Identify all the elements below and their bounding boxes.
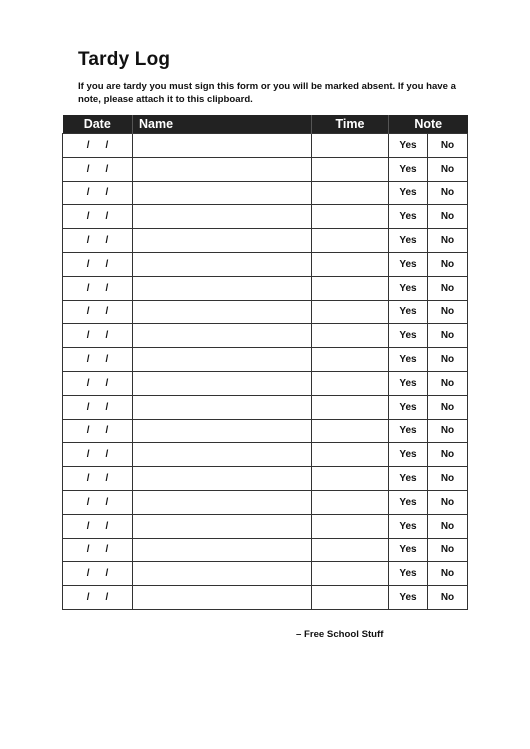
time-cell[interactable] — [312, 586, 389, 610]
date-cell[interactable] — [63, 395, 133, 419]
time-cell[interactable] — [312, 490, 389, 514]
table-header-row — [63, 115, 468, 134]
name-cell[interactable] — [133, 490, 312, 514]
date-slash: / — [86, 139, 90, 151]
note-yes-option[interactable]: Yes — [389, 419, 428, 443]
date-cell[interactable] — [63, 252, 133, 276]
time-cell[interactable] — [312, 252, 389, 276]
table-row — [63, 490, 468, 514]
name-cell[interactable] — [133, 371, 312, 395]
date-slash: / — [86, 330, 90, 342]
date-slash: / — [86, 258, 90, 270]
note-yes-option[interactable]: Yes — [389, 490, 428, 514]
note-yes-option[interactable]: Yes — [389, 395, 428, 419]
date-slash: / — [105, 330, 109, 342]
name-cell[interactable] — [133, 419, 312, 443]
name-cell[interactable] — [133, 514, 312, 538]
date-slash: / — [86, 377, 90, 389]
time-cell[interactable] — [312, 514, 389, 538]
note-no-option[interactable]: No — [428, 252, 468, 276]
date-cell[interactable] — [63, 229, 133, 253]
date-slash: / — [105, 354, 109, 366]
date-slash: / — [105, 473, 109, 485]
date-slash: / — [86, 473, 90, 485]
date-slash: / — [86, 544, 90, 556]
time-cell[interactable] — [312, 443, 389, 467]
note-yes-option[interactable]: Yes — [389, 134, 428, 158]
time-cell[interactable] — [312, 395, 389, 419]
date-slash: / — [86, 592, 90, 604]
table-row — [63, 276, 468, 300]
date-slash: / — [86, 163, 90, 175]
date-slash: / — [86, 211, 90, 223]
note-yes-option[interactable]: Yes — [389, 157, 428, 181]
date-cell[interactable] — [63, 490, 133, 514]
date-slash: / — [105, 401, 109, 413]
date-slash: / — [105, 496, 109, 508]
time-cell[interactable] — [312, 229, 389, 253]
note-yes-option[interactable]: Yes — [389, 538, 428, 562]
time-cell[interactable] — [312, 300, 389, 324]
name-cell[interactable] — [133, 395, 312, 419]
note-yes-option[interactable]: Yes — [389, 514, 428, 538]
name-cell[interactable] — [133, 324, 312, 348]
date-cell[interactable] — [63, 181, 133, 205]
name-cell[interactable] — [133, 229, 312, 253]
date-cell[interactable] — [63, 443, 133, 467]
tardy-log-table — [62, 115, 468, 610]
note-no-option[interactable]: No — [428, 229, 468, 253]
date-slash: / — [105, 163, 109, 175]
table-row — [63, 300, 468, 324]
date-slash: / — [105, 258, 109, 270]
time-cell[interactable] — [312, 538, 389, 562]
table-row — [63, 348, 468, 372]
date-cell[interactable] — [63, 586, 133, 610]
note-yes-option[interactable]: Yes — [389, 252, 428, 276]
note-header: Note — [389, 115, 468, 134]
table-row — [63, 514, 468, 538]
date-slash: / — [86, 449, 90, 461]
note-no-option[interactable]: No — [428, 276, 468, 300]
instructions-text: If you are tardy you must sign this form or you will be marked absent. If you have a note, please attach it to this clipboard. — [78, 81, 456, 105]
date-slash: / — [86, 568, 90, 580]
name-cell[interactable] — [133, 205, 312, 229]
table-row — [63, 538, 468, 562]
table-row — [63, 134, 468, 158]
date-slash: / — [86, 354, 90, 366]
name-cell[interactable] — [133, 276, 312, 300]
date-slash: / — [86, 520, 90, 532]
table-row — [63, 157, 468, 181]
date-slash: / — [86, 187, 90, 199]
date-slash: / — [86, 306, 90, 318]
table-body — [63, 134, 468, 610]
note-yes-option[interactable]: Yes — [389, 586, 428, 610]
time-cell[interactable] — [312, 157, 389, 181]
note-no-option[interactable]: No — [428, 134, 468, 158]
time-cell[interactable] — [312, 419, 389, 443]
date-slash: / — [105, 282, 109, 294]
date-slash: / — [86, 235, 90, 247]
note-yes-option[interactable]: Yes — [389, 181, 428, 205]
time-cell[interactable] — [312, 134, 389, 158]
date-slash: / — [105, 235, 109, 247]
note-no-option[interactable]: No — [428, 443, 468, 467]
date-slash: / — [105, 139, 109, 151]
table-row — [63, 586, 468, 610]
name-cell[interactable] — [133, 562, 312, 586]
date-cell[interactable] — [63, 300, 133, 324]
note-yes-option[interactable]: Yes — [389, 371, 428, 395]
name-cell[interactable] — [133, 181, 312, 205]
time-cell[interactable] — [312, 562, 389, 586]
note-no-option[interactable]: No — [428, 562, 468, 586]
note-no-option[interactable]: No — [428, 514, 468, 538]
table-row — [63, 467, 468, 491]
table-row — [63, 229, 468, 253]
date-cell[interactable] — [63, 371, 133, 395]
date-cell[interactable] — [63, 276, 133, 300]
date-slash: / — [105, 377, 109, 389]
name-cell[interactable] — [133, 586, 312, 610]
note-no-option[interactable]: No — [428, 467, 468, 491]
note-yes-option[interactable]: Yes — [389, 348, 428, 372]
note-no-option[interactable]: No — [428, 419, 468, 443]
time-cell[interactable] — [312, 348, 389, 372]
table-row — [63, 443, 468, 467]
date-slash: / — [86, 496, 90, 508]
footer-credit: – Free School Stuff — [296, 629, 384, 640]
note-no-option[interactable]: No — [428, 395, 468, 419]
date-cell[interactable] — [63, 205, 133, 229]
time-cell[interactable] — [312, 467, 389, 491]
time-cell[interactable] — [312, 205, 389, 229]
name-cell[interactable] — [133, 252, 312, 276]
date-cell[interactable] — [63, 324, 133, 348]
date-slash: / — [105, 568, 109, 580]
note-no-option[interactable]: No — [428, 205, 468, 229]
time-cell[interactable] — [312, 276, 389, 300]
table-row — [63, 181, 468, 205]
name-cell[interactable] — [133, 348, 312, 372]
date-cell[interactable] — [63, 134, 133, 158]
time-header: Time — [312, 115, 389, 134]
date-cell[interactable] — [63, 157, 133, 181]
date-slash: / — [86, 401, 90, 413]
time-cell[interactable] — [312, 181, 389, 205]
table-row — [63, 395, 468, 419]
date-cell[interactable] — [63, 467, 133, 491]
table-row — [63, 205, 468, 229]
note-no-option[interactable]: No — [428, 324, 468, 348]
page-title: Tardy Log — [78, 49, 171, 70]
note-no-option[interactable]: No — [428, 181, 468, 205]
note-no-option[interactable]: No — [428, 371, 468, 395]
date-slash: / — [86, 282, 90, 294]
date-cell[interactable] — [63, 562, 133, 586]
note-yes-option[interactable]: Yes — [389, 443, 428, 467]
date-cell[interactable] — [63, 538, 133, 562]
note-yes-option[interactable]: Yes — [389, 205, 428, 229]
date-slash: / — [105, 449, 109, 461]
note-yes-option[interactable]: Yes — [389, 300, 428, 324]
name-cell[interactable] — [133, 467, 312, 491]
note-yes-option[interactable]: Yes — [389, 562, 428, 586]
note-no-option[interactable]: No — [428, 348, 468, 372]
time-cell[interactable] — [312, 324, 389, 348]
name-header: Name — [133, 115, 312, 134]
table-row — [63, 371, 468, 395]
note-no-option[interactable]: No — [428, 538, 468, 562]
date-slash: / — [105, 425, 109, 437]
date-slash: / — [105, 187, 109, 199]
date-cell[interactable] — [63, 419, 133, 443]
note-yes-option[interactable]: Yes — [389, 229, 428, 253]
date-slash: / — [86, 425, 90, 437]
date-slash: / — [105, 544, 109, 556]
table-row — [63, 562, 468, 586]
note-no-option[interactable]: No — [428, 586, 468, 610]
name-cell[interactable] — [133, 300, 312, 324]
note-no-option[interactable]: No — [428, 490, 468, 514]
name-cell[interactable] — [133, 538, 312, 562]
table-row — [63, 252, 468, 276]
date-slash: / — [105, 520, 109, 532]
note-no-option[interactable]: No — [428, 300, 468, 324]
date-slash: / — [105, 592, 109, 604]
note-yes-option[interactable]: Yes — [389, 467, 428, 491]
date-cell[interactable] — [63, 348, 133, 372]
note-no-option[interactable]: No — [428, 157, 468, 181]
table-row — [63, 419, 468, 443]
note-yes-option[interactable]: Yes — [389, 324, 428, 348]
name-cell[interactable] — [133, 157, 312, 181]
date-slash: / — [105, 306, 109, 318]
note-yes-option[interactable]: Yes — [389, 276, 428, 300]
date-cell[interactable] — [63, 514, 133, 538]
table-row — [63, 324, 468, 348]
date-slash: / — [105, 211, 109, 223]
name-cell[interactable] — [133, 443, 312, 467]
date-header: Date — [63, 115, 133, 134]
time-cell[interactable] — [312, 371, 389, 395]
name-cell[interactable] — [133, 134, 312, 158]
